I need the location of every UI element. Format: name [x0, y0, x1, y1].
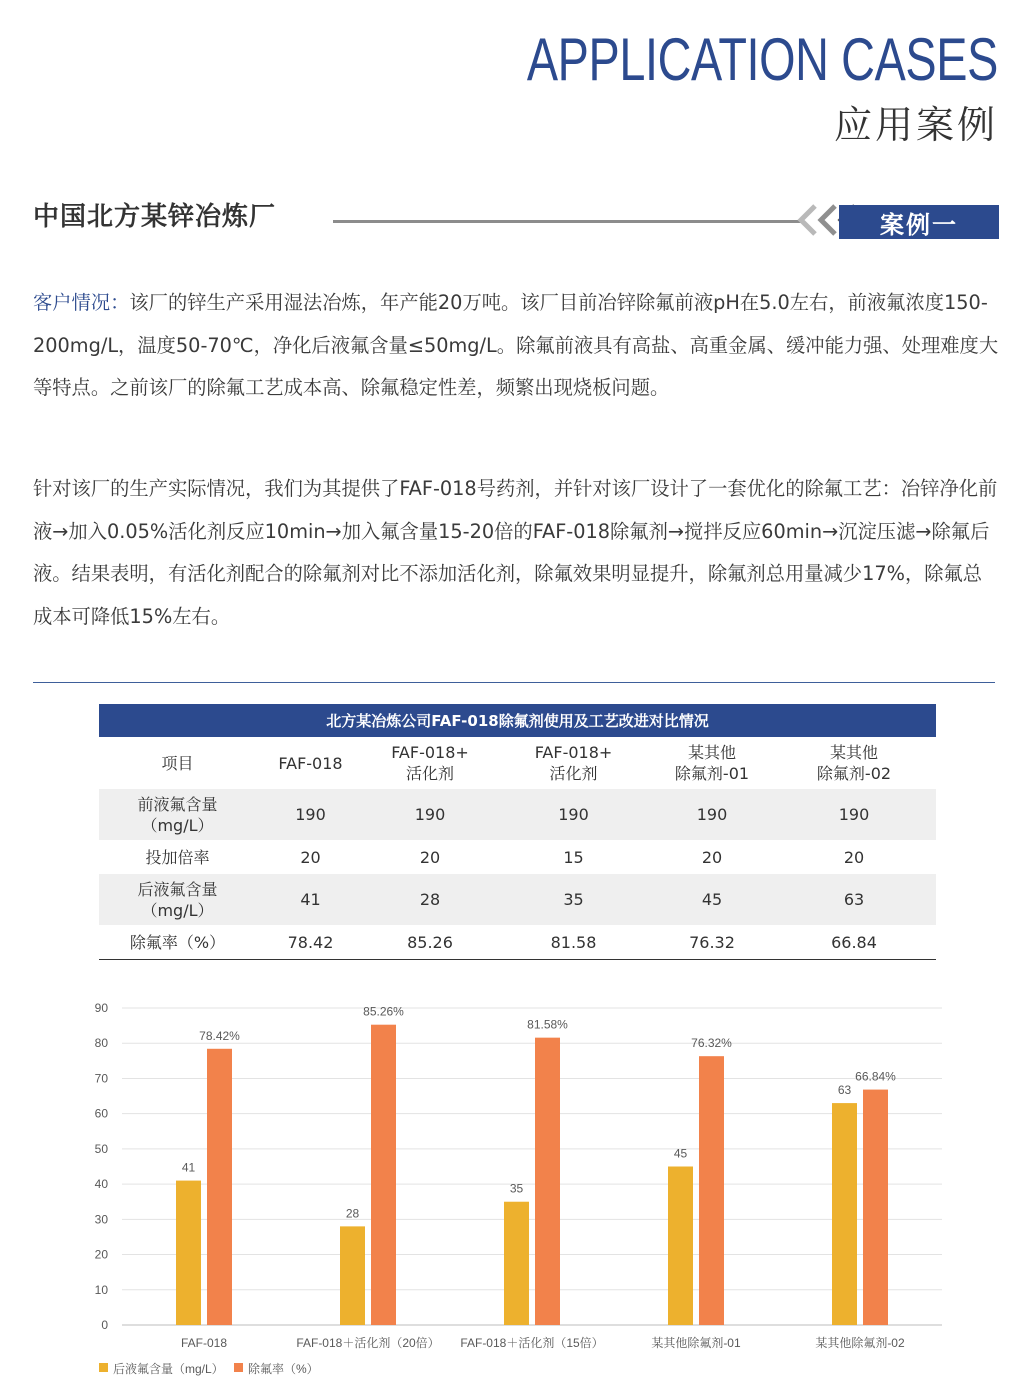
data-label: 76.32% [691, 1036, 732, 1051]
table-cell: 15 [563, 847, 584, 867]
solution-paragraph: 针对该厂的生产实际情况，我们为其提供了FAF-018号药剂，并针对该厂设计了一套优化的除氟工艺：冶锌净化前液→加入0.05%活化剂反应10min→加入氟含量15-20倍的FAF-018除氟剂→搅拌反应60min→沉淀压滤→除氟后液。结果表明，有活化剂配合的除氟剂对比不添加活化剂，除氟效果明显提升，除氟剂总用量减少17%，除氟总成本可降低15%左右。 [33, 477, 998, 628]
bar [340, 1226, 365, 1325]
table-cell: 35 [495, 874, 652, 925]
table-cell: 45 [652, 874, 772, 925]
y-tick-label: 90 [94, 1001, 108, 1015]
bar [699, 1056, 724, 1325]
data-label: 35 [509, 1181, 524, 1196]
table-cell: 190 [652, 789, 772, 840]
row-label: 除氟率（%） [99, 925, 256, 960]
bar [535, 1038, 560, 1325]
bar [371, 1025, 396, 1325]
table-cell: 78.42 [256, 925, 365, 960]
table-cell: 20 [701, 847, 723, 867]
table-cell: 76.32 [652, 925, 772, 960]
header-title-en: APPLICATION CASES [526, 26, 998, 93]
data-label: 81.58% [527, 1017, 568, 1032]
table-header-cell: 某其他 除氟剂-01 [674, 743, 750, 783]
data-label: 78.42% [199, 1028, 240, 1043]
legend-label: 除氟率（%） [248, 1362, 319, 1376]
legend-swatch [99, 1363, 108, 1372]
y-tick-label: 70 [94, 1071, 108, 1086]
y-tick-label: 0 [101, 1318, 108, 1332]
case-title: 中国北方某锌冶炼厂 [33, 202, 277, 232]
table-row [99, 874, 936, 925]
bar [832, 1103, 857, 1325]
bar [207, 1049, 232, 1325]
y-tick-label: 30 [94, 1212, 108, 1227]
table-row [99, 789, 936, 840]
case-title-row [33, 200, 999, 242]
table-header-cell: FAF-018+ 活化剂 [391, 743, 469, 783]
bar-chart [0, 990, 1014, 1376]
paragraph-body: 该厂的锌生产采用湿法冶炼，年产能20万吨。该厂目前冶锌除氟前液pH在5.0左右，前液氟浓度150-200mg/L，温度50-70℃，净化后液氟含量≤50mg/L。除氟前液具有高盐、高重金属、缓冲能力强、处理难度大等特点。之前该厂的除氟工艺成本高、除氟稳定性差，频繁出现烧板问题。 [33, 291, 999, 399]
table-header-cell: FAF-018 [278, 753, 343, 773]
x-tick-label: 某其他除氟剂-01 [651, 1336, 741, 1350]
table-cell: 28 [365, 874, 495, 925]
row-label: 投加倍率 [145, 847, 210, 867]
table-cell: 190 [365, 789, 495, 840]
section-divider [33, 682, 995, 683]
bar [504, 1202, 529, 1325]
legend-label: 后液氟含量（mg/L） [113, 1362, 224, 1376]
data-label: 85.26% [363, 1004, 404, 1019]
table-cell: 20 [843, 847, 865, 867]
table-cell: 41 [256, 874, 365, 925]
data-label: 28 [345, 1206, 360, 1221]
comparison-table [99, 704, 936, 960]
table-cell: 20 [300, 847, 321, 867]
x-tick-label: FAF-018＋活化剂（20倍） [296, 1336, 440, 1350]
table-row [99, 840, 936, 874]
bar [863, 1090, 888, 1325]
x-tick-label: FAF-018＋活化剂（15倍） [460, 1336, 604, 1350]
data-label: 41 [181, 1160, 196, 1175]
row-label: 前液氟含量 （mg/L） [99, 789, 256, 840]
data-label: 63 [837, 1083, 852, 1098]
table-header-cell: FAF-018+ 活化剂 [534, 743, 613, 783]
table-row [99, 925, 936, 960]
y-tick-label: 80 [94, 1036, 108, 1051]
bar [176, 1181, 201, 1325]
x-tick-label: 某其他除氟剂-02 [815, 1336, 905, 1350]
data-label: 45 [673, 1146, 688, 1161]
table-cell: 190 [495, 789, 652, 840]
table-cell: 190 [256, 789, 365, 840]
legend-swatch [234, 1363, 243, 1372]
table-cell: 190 [772, 789, 936, 840]
y-tick-label: 60 [94, 1106, 108, 1121]
table-cell: 66.84 [772, 925, 936, 960]
title-divider-line [333, 220, 803, 223]
bar [668, 1167, 693, 1326]
y-tick-label: 50 [94, 1141, 108, 1156]
paragraph-lead-label: 客户情况： [33, 291, 130, 314]
table-header-row [99, 737, 936, 789]
row-label: 后液氟含量 （mg/L） [99, 874, 256, 925]
table-cell: 20 [419, 847, 441, 867]
table-header-cell: 项目 [161, 753, 194, 773]
y-tick-label: 20 [94, 1247, 108, 1262]
table-header-cell: 某其他 除氟剂-02 [816, 743, 892, 783]
header-title-cn: 应用案例 [833, 103, 998, 147]
data-label: 66.84% [855, 1069, 896, 1084]
y-tick-label: 40 [94, 1177, 108, 1192]
table-cell: 85.26 [365, 925, 495, 960]
table-cell: 63 [772, 874, 936, 925]
table-cell: 81.58 [495, 925, 652, 960]
table-caption: 北方某冶炼公司FAF-018除氟剂使用及工艺改进对比情况 [99, 704, 936, 737]
customer-situation-paragraph [33, 282, 999, 410]
y-tick-label: 10 [94, 1282, 108, 1297]
x-tick-label: FAF-018 [180, 1336, 228, 1350]
case-badge: 案例一 [839, 205, 999, 239]
